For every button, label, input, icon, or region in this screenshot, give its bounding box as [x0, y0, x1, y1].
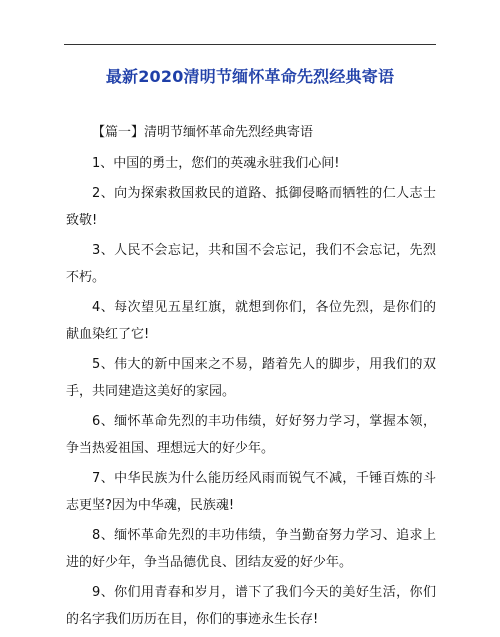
- list-item: 8、缅怀革命先烈的丰功伟绩，争当勤奋努力学习、追求上进的好少年，争当品德优良、团结友爱的好少年。: [66, 528, 436, 570]
- document-title: 最新2020清明节缅怀革命先烈经典寄语: [105, 67, 395, 86]
- list-item: 6、缅怀革命先烈的丰功伟绩，好好努力学习，掌握本领，争当热爱祖国、理想远大的好少年。: [66, 414, 436, 456]
- list-item: 9、你们用青春和岁月，谱下了我们今天的美好生活，你们的名字我们历历在目，你们的事迹永生长存!: [66, 585, 436, 627]
- top-divider: [64, 44, 436, 45]
- list-item: 1、中国的勇士，您们的英魂永驻我们心间!: [92, 155, 340, 171]
- list-item: 5、伟大的新中国来之不易，踏着先人的脚步，用我们的双手，共同建造这美好的家园。: [66, 357, 436, 399]
- list-item: 4、每次望见五星红旗，就想到你们，各位先烈，是你们的献血染红了它!: [66, 300, 436, 342]
- list-item: 7、中华民族为什么能历经风雨而锐气不减，千锤百炼的斗志更坚?因为中华魂，民族魂!: [66, 471, 436, 513]
- list-item: 2、向为探索救国救民的道路、抵御侵略而牺牲的仁人志士致敬!: [66, 186, 436, 228]
- list-item: 3、人民不会忘记，共和国不会忘记，我们不会忘记，先烈不朽。: [66, 243, 436, 285]
- document-body: [66, 120, 436, 637]
- section-title: 【篇一】清明节缅怀革命先烈经典寄语: [92, 125, 314, 140]
